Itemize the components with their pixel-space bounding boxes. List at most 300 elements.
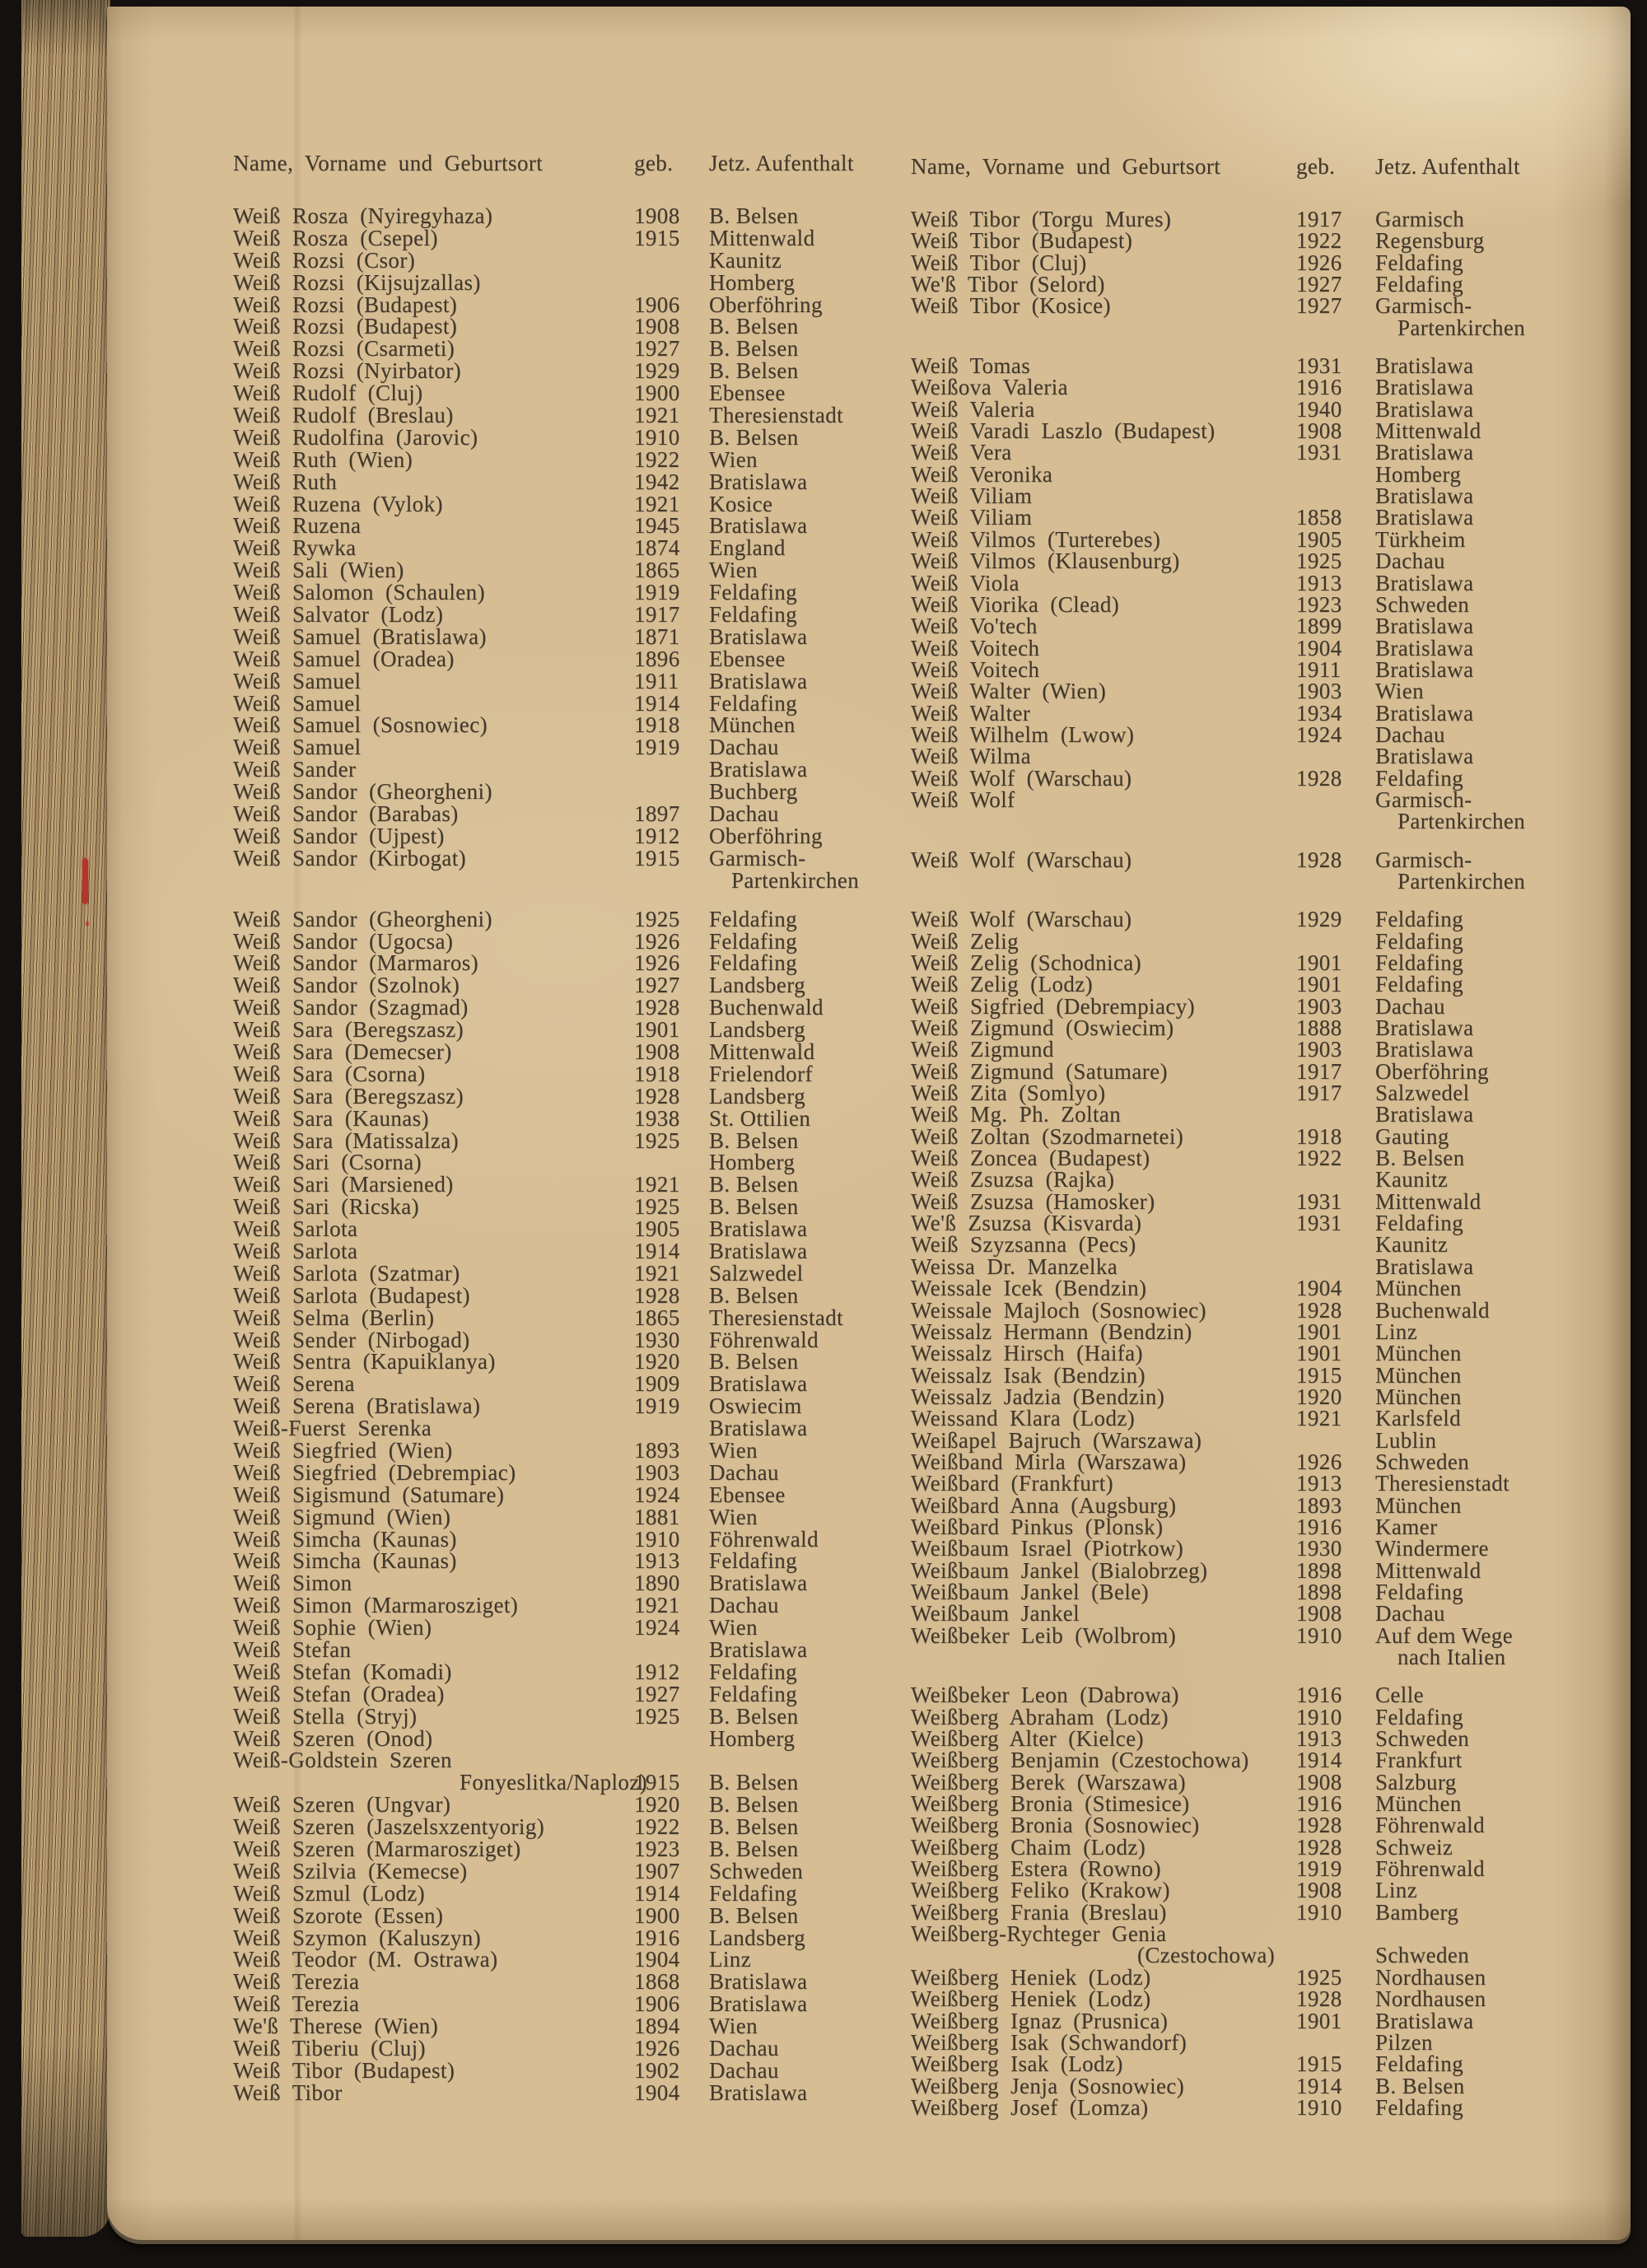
entry-birth-year: 1929	[1296, 907, 1342, 932]
entry-residence: nach Italien	[1397, 1645, 1506, 1669]
entry-name: Weiß Siegfried (Debrempiac)	[233, 1459, 516, 1485]
entry-birth-year: 1874	[634, 535, 680, 561]
table-row	[233, 1350, 900, 1372]
entry-residence: Bratislawa	[1375, 744, 1474, 769]
entry-birth-year: 1916	[1296, 375, 1342, 400]
entry-name: Weiß Viliam	[911, 505, 1033, 530]
entry-birth-year: 1899	[1296, 614, 1342, 639]
entry-name: Weißberg Isak (Lodz)	[911, 2051, 1123, 2077]
entry-birth-year: 1917	[634, 602, 680, 628]
entry-residence: Bratislawa	[1375, 440, 1474, 465]
table-row	[233, 779, 900, 805]
table-row	[911, 1536, 1603, 1561]
entry-residence: England	[709, 535, 786, 561]
entry-residence: Bratislawa	[709, 469, 808, 494]
entry-birth-year: 1925	[634, 1127, 680, 1153]
entry-residence: Feldafing	[709, 906, 798, 931]
table-row	[233, 1017, 900, 1043]
table-row	[911, 1362, 1603, 1388]
entry-residence: Feldafing	[1375, 250, 1464, 275]
table-row	[233, 712, 900, 738]
entry-name: Weiß Viorika (Clead)	[911, 591, 1120, 617]
entry-residence: B. Belsen	[709, 1770, 799, 1795]
entry-name: Weiß Tibor (Torgu Mures)	[911, 207, 1172, 231]
entry-birth-year: 1903	[634, 1459, 680, 1485]
entry-residence: Bratislawa	[709, 1371, 808, 1397]
entry-residence: München	[1375, 1362, 1462, 1388]
entry-birth-year: 1913	[1296, 1726, 1342, 1752]
entry-birth-year: 1931	[1296, 353, 1342, 379]
table-row	[233, 492, 900, 515]
table-row	[911, 1964, 1603, 1990]
table-row	[911, 951, 1603, 973]
entry-birth-year: 1922	[634, 446, 680, 472]
entry-name: Weiß Walter (Wien)	[911, 679, 1107, 704]
entry-residence: B. Belsen	[1375, 1146, 1465, 1171]
entry-name: Weiß Zigmund (Oswiecim)	[911, 1015, 1174, 1041]
entry-name: Weiß Zoltan (Szodmarnetei)	[911, 1123, 1184, 1149]
table-row	[911, 1748, 1603, 1773]
entry-residence: Karlsfeld	[1375, 1406, 1462, 1431]
entry-birth-year: 1931	[1296, 440, 1342, 465]
table-row	[911, 505, 1603, 530]
table-row	[233, 2037, 900, 2059]
entry-residence: Linz	[709, 1947, 752, 1972]
entry-residence: Bratislawa	[709, 757, 808, 782]
entry-birth-year: 1918	[1296, 1123, 1342, 1149]
entry-birth-year: 1913	[1296, 1471, 1342, 1496]
table-row	[233, 1483, 900, 1505]
entry-residence: Oberföhring	[1375, 1058, 1489, 1084]
entry-residence: Bratislawa	[1375, 1037, 1474, 1062]
entry-residence: Oberföhring	[709, 292, 823, 317]
entry-name: Weiß Vera	[911, 440, 1012, 465]
entry-name: Weiß Sarlota (Szatmar)	[233, 1260, 460, 1286]
table-row	[233, 847, 900, 869]
table-row	[233, 1216, 900, 1242]
entry-list	[233, 204, 900, 2103]
table-row	[911, 1899, 1603, 1925]
entry-name: Weiß-Fuerst Serenka	[233, 1416, 432, 1441]
table-row	[233, 996, 900, 1018]
entry-residence: Homberg	[709, 269, 796, 295]
column-left	[233, 152, 900, 2103]
entry-birth-year: 1921	[634, 491, 680, 516]
entry-birth-year: 1920	[1296, 1384, 1342, 1409]
entry-residence: Homberg	[709, 1150, 796, 1175]
entry-birth-year: 1925	[1296, 548, 1342, 574]
table-row	[233, 1439, 900, 1461]
entry-name: Weissalz Isak (Bendzin)	[911, 1362, 1145, 1388]
table-row	[911, 1726, 1603, 1752]
entry-residence: B. Belsen	[709, 424, 799, 450]
table-row	[233, 426, 900, 448]
entry-birth-year: 1924	[1296, 721, 1342, 747]
entry-name: Weißberg Heniek (Lodz)	[911, 1964, 1151, 1990]
entry-residence: Kaunitz	[1375, 1232, 1449, 1258]
entry-birth-year: 1925	[634, 906, 680, 931]
entry-name: Weißberg Chaim (Lodz)	[911, 1834, 1146, 1860]
entry-residence: Dachau	[1375, 721, 1445, 747]
entry-birth-year: 1898	[1296, 1557, 1342, 1583]
table-row	[233, 513, 900, 539]
entry-name: Weissale Icek (Bendzin)	[911, 1276, 1147, 1301]
entry-name: Weiß Tibor	[233, 2079, 343, 2105]
entry-birth-year: 1925	[634, 1194, 680, 1220]
entry-residence: Garmisch-	[1375, 847, 1472, 872]
entry-residence: Feldafing	[1375, 2094, 1464, 2120]
table-row	[911, 868, 1603, 894]
table-row	[911, 548, 1603, 574]
entry-name: Weiß Rozsi (Nyirbator)	[233, 358, 462, 384]
entry-residence: B. Belsen	[709, 1127, 799, 1153]
table-row	[233, 1991, 900, 2017]
entry-birth-year: 1901	[1296, 1341, 1342, 1366]
entry-birth-year: 1931	[1296, 1188, 1342, 1214]
entry-name: Weißbaum Jankel (Bialobrzeg)	[911, 1557, 1208, 1583]
entry-name: Weissalz Hermann (Bendzin)	[911, 1318, 1192, 1344]
entry-name: Weiß Rosza (Nyiregyhaza)	[233, 203, 493, 228]
entry-name: Weiß Varadi Laszlo (Budapest)	[911, 418, 1215, 444]
entry-name: Weiß Sarlota	[233, 1216, 358, 1242]
entry-name: Weiß Szyzsanna (Pecs)	[911, 1232, 1136, 1258]
column-right	[911, 154, 1603, 2120]
entry-birth-year: 1915	[634, 225, 680, 250]
entry-birth-year: 1924	[634, 1615, 680, 1640]
table-row	[911, 293, 1603, 319]
entry-residence: Oberföhring	[709, 823, 823, 848]
entry-birth-year: 1915	[1296, 2051, 1342, 2077]
table-row	[233, 336, 900, 362]
table-row	[233, 824, 900, 847]
entry-name: Weiß Viola	[911, 570, 1019, 595]
entry-residence: Mittenwald	[1375, 1188, 1481, 1214]
table-row	[911, 1406, 1603, 1431]
entry-residence: Bamberg	[1375, 1899, 1459, 1925]
table-row	[911, 2051, 1603, 2077]
table-row	[911, 272, 1603, 297]
entry-birth-year: 1921	[634, 1593, 680, 1618]
entry-name: Weiß Rosza (Csepel)	[233, 225, 438, 250]
entry-name: Weiß Sara (Csorna)	[233, 1061, 426, 1086]
table-row	[911, 1427, 1603, 1453]
entry-residence: Kamer	[1375, 1514, 1438, 1539]
entry-residence: Bratislawa	[1375, 635, 1474, 660]
table-row	[911, 788, 1603, 810]
entry-residence: Nordhausen	[1375, 1986, 1486, 2012]
entry-residence: Nordhausen	[1375, 1964, 1486, 1990]
table-row	[911, 1645, 1603, 1667]
entry-birth-year: 1919	[1296, 1856, 1342, 1882]
entry-residence: Pilzen	[1375, 2029, 1433, 2055]
table-row	[911, 972, 1603, 997]
entry-name: Weiß Szorote (Essen)	[233, 1902, 444, 1928]
table-row	[233, 1393, 900, 1419]
entry-birth-year: 1901	[1296, 950, 1342, 975]
red-ink-dot	[86, 921, 89, 926]
entry-residence: Bratislawa	[709, 513, 808, 539]
table-row	[911, 1015, 1603, 1041]
entry-residence: Kaunitz	[709, 247, 782, 273]
entry-name: Weiß Simcha (Kaunas)	[233, 1548, 457, 1574]
entry-name: Weiß Zoncea (Budapest)	[911, 1146, 1150, 1171]
table-row	[233, 692, 900, 714]
table-row	[233, 1150, 900, 1173]
entry-birth-year: 1911	[1296, 656, 1341, 682]
table-row	[911, 656, 1603, 682]
entry-residence: Schweden	[1375, 1726, 1470, 1752]
table-row	[233, 2014, 900, 2037]
table-row	[233, 1062, 900, 1085]
entry-residence: Schweden	[1375, 1943, 1470, 1968]
table-row	[233, 1948, 900, 1970]
table-row	[911, 375, 1603, 400]
entry-birth-year: 1930	[634, 1327, 680, 1352]
entry-birth-year: 1928	[1296, 1297, 1342, 1323]
entry-residence: München	[709, 712, 796, 738]
entry-birth-year: 1913	[1296, 570, 1342, 595]
entry-residence: Partenkirchen	[1397, 315, 1526, 340]
entry-birth-year: 1903	[1296, 679, 1342, 704]
entry-residence: Feldafing	[709, 1880, 798, 1906]
entry-name: Weißbard Anna (Augsburg)	[911, 1492, 1177, 1518]
entry-residence: Feldafing	[709, 580, 798, 605]
table-row	[911, 1037, 1603, 1062]
entry-residence: Kaunitz	[1375, 1167, 1449, 1192]
entry-residence: Schweden	[1375, 1449, 1470, 1474]
entry-name: Weiß Rudolf (Breslau)	[233, 403, 454, 428]
entry-birth-year: 1916	[634, 1925, 680, 1950]
entry-name: Weiß Samuel	[233, 735, 362, 760]
entry-residence: Landsberg	[709, 973, 806, 998]
entry-birth-year: 1916	[1296, 1682, 1342, 1708]
entry-birth-year: 1912	[634, 823, 680, 848]
entry-name: Weißberg Feliko (Krakow)	[911, 1878, 1170, 1903]
entry-birth-year: 1871	[634, 623, 680, 649]
entry-name: Weiß Tibor (Cluj)	[911, 250, 1087, 275]
table-row	[233, 1860, 900, 1882]
entry-residence: Föhrenwald	[1375, 1813, 1485, 1838]
entry-name: Weiß Ruth	[233, 469, 338, 494]
entry-name: Weiß Voitech	[911, 656, 1040, 682]
table-row	[233, 1792, 900, 1818]
entry-name: Weißbaum Jankel	[911, 1601, 1080, 1626]
entry-birth-year: 1934	[1296, 700, 1342, 726]
table-row	[233, 801, 900, 827]
table-row	[911, 809, 1603, 834]
table-row	[911, 1102, 1603, 1127]
entry-residence: Bratislawa	[709, 1991, 808, 2017]
entry-residence: Feldafing	[1375, 1211, 1464, 1236]
entry-birth-year: 1905	[1296, 526, 1342, 552]
entry-name: Weiß Rozsi (Csarmeti)	[233, 336, 455, 362]
entry-name: Weiß Salomon (Schaulen)	[233, 580, 485, 605]
entry-birth-year: 1906	[634, 292, 680, 317]
entry-residence: Homberg	[1375, 461, 1462, 487]
entry-residence: Feldafing	[1375, 950, 1464, 975]
entry-residence: Schweden	[709, 1858, 804, 1883]
table-row	[233, 1239, 900, 1262]
entry-residence: Buchenwald	[1375, 1297, 1490, 1323]
entry-residence: B. Belsen	[709, 203, 799, 228]
table-row	[911, 440, 1603, 465]
entry-name: Weiß Wolf (Warschau)	[911, 907, 1132, 932]
entry-name: Weiß Rozsi (Csor)	[233, 247, 416, 273]
entry-name: Weiß Wolf (Warschau)	[911, 765, 1132, 791]
entry-residence: Bratislawa	[709, 1637, 808, 1662]
entry-name: Weiß Ruzena (Vylok)	[233, 491, 443, 516]
entry-name: Weiß Mg. Ph. Zoltan	[911, 1102, 1122, 1127]
entry-name: Weiß Tibor (Kosice)	[911, 293, 1111, 319]
entry-birth-year: 1904	[1296, 635, 1342, 660]
entry-name: Weiß Zsuzsa (Hamosker)	[911, 1188, 1155, 1214]
entry-residence: Föhrenwald	[709, 1327, 819, 1352]
entry-residence: Feldafing	[1375, 2051, 1464, 2077]
entry-birth-year: 1890	[634, 1570, 680, 1596]
table-row	[911, 614, 1603, 639]
entry-residence: Dachau	[709, 735, 779, 760]
entry-name: Weiß Tibor (Budapest)	[233, 2057, 455, 2083]
entry-birth-year: 1913	[634, 1548, 680, 1574]
table-row	[233, 1771, 900, 1793]
table-row	[233, 535, 900, 561]
entry-birth-year: 1918	[634, 712, 680, 738]
table-row	[233, 1194, 900, 1220]
entry-birth-year: 1927	[1296, 293, 1342, 319]
entry-birth-year: 1910	[1296, 1899, 1342, 1925]
table-row	[911, 1921, 1603, 1947]
entry-residence: Linz	[1375, 1318, 1418, 1344]
entry-birth-year: 1896	[634, 646, 680, 671]
entry-birth-year: 1920	[634, 1792, 680, 1818]
table-row	[911, 461, 1603, 487]
table-row	[911, 1058, 1603, 1084]
entry-birth-year: 1917	[1296, 1058, 1342, 1084]
header-residence: Jetz. Aufenthalt	[709, 151, 854, 175]
entry-birth-year: 1927	[634, 1681, 680, 1706]
table-row	[911, 1253, 1603, 1279]
entry-residence: Partenkirchen	[731, 867, 860, 893]
entry-name: Weiß Szmul (Lodz)	[233, 1880, 426, 1906]
entry-name: Weiß Stella (Stryj)	[233, 1703, 418, 1729]
table-row	[233, 891, 900, 908]
entry-name: Weißapel Bajruch (Warszawa)	[911, 1427, 1202, 1453]
entry-residence: Mittenwald	[1375, 418, 1481, 444]
table-row	[233, 2059, 900, 2081]
entry-birth-year: 1908	[634, 314, 680, 339]
entry-name: Weiß Zelig (Lodz)	[911, 972, 1094, 997]
entry-residence: Bratislawa	[709, 1216, 808, 1242]
table-row	[911, 1297, 1603, 1323]
table-row	[233, 1284, 900, 1306]
entry-birth-year: 1868	[634, 1969, 680, 1995]
entry-name: Weissalz Jadzia (Bendzin)	[911, 1384, 1165, 1409]
entry-residence: Schweden	[1375, 591, 1470, 617]
entry-residence: Bratislawa	[1375, 2008, 1474, 2033]
entry-birth-year: 1942	[634, 469, 680, 494]
table-row	[233, 625, 900, 647]
entry-residence: Garmisch	[1375, 207, 1465, 231]
entry-residence: München	[1375, 1276, 1462, 1301]
table-row	[233, 930, 900, 952]
entry-name: Weiß-Goldstein Szeren	[233, 1748, 452, 1773]
table-row	[233, 1328, 900, 1351]
table-row	[233, 1173, 900, 1195]
entry-birth-year: 1926	[634, 928, 680, 954]
entry-birth-year: 1928	[1296, 765, 1342, 791]
table-row	[911, 1834, 1603, 1860]
entry-birth-year: 1925	[634, 1703, 680, 1729]
entry-birth-year: 1917	[1296, 1080, 1342, 1106]
entry-name: Weiß Zigmund	[911, 1037, 1054, 1062]
table-row	[911, 1601, 1603, 1626]
table-row	[911, 208, 1603, 229]
entry-birth-year: 1922	[634, 1814, 680, 1840]
entry-birth-year: 1921	[634, 1260, 680, 1286]
entry-residence: Partenkirchen	[1397, 809, 1526, 834]
entry-name: Weiß Tiberiu (Cluj)	[233, 2036, 426, 2061]
table-row	[911, 1667, 1603, 1683]
entry-residence: Bratislawa	[709, 2079, 808, 2105]
entry-birth-year: 1909	[634, 1371, 680, 1397]
entry-residence: Schweiz	[1375, 1834, 1453, 1860]
entry-birth-year: 1928	[634, 1083, 680, 1108]
entry-birth-year: 1908	[1296, 418, 1342, 444]
entry-name: Weissalz Hirsch (Haifa)	[911, 1341, 1143, 1366]
entry-birth-year: 1928	[1296, 847, 1342, 872]
entry-birth-year: 1928	[634, 1282, 680, 1308]
table-row	[233, 204, 900, 226]
entry-name: (Czestochowa)	[1137, 1943, 1276, 1968]
entry-residence: Buchberg	[709, 779, 798, 805]
entry-residence: München	[1375, 1492, 1462, 1518]
entry-residence: Bratislawa	[1375, 1102, 1474, 1127]
entry-name: Weiß Rozsi (Budapest)	[233, 292, 458, 317]
entry-residence: Linz	[1375, 1878, 1418, 1903]
table-row	[911, 1385, 1603, 1407]
entry-name: Weiß Samuel	[233, 690, 362, 716]
entry-birth-year: 1925	[1296, 1964, 1342, 1990]
entry-name: Weiß Sara (Matissalza)	[233, 1127, 460, 1153]
entry-birth-year: 1926	[634, 950, 680, 976]
entry-name: Weiß Szeren (Jaszelsxzentyorig)	[233, 1814, 545, 1840]
entry-residence: Gauting	[1375, 1123, 1449, 1149]
entry-name: We'ß Zsuzsa (Kisvarda)	[911, 1211, 1142, 1236]
entry-name: Weiß Siegfried (Wien)	[233, 1437, 453, 1463]
entry-name: Weiß Sari (Marsiened)	[233, 1172, 454, 1197]
entry-residence: Salzwedel	[1375, 1080, 1470, 1106]
entry-residence: Bratislawa	[1375, 1015, 1474, 1041]
entry-residence: Garmisch-	[709, 845, 806, 870]
entry-birth-year: 1907	[634, 1858, 680, 1883]
entry-name: Weissale Majloch (Sosnowiec)	[911, 1297, 1206, 1323]
entry-birth-year: 1865	[634, 1304, 680, 1330]
entry-residence: Feldafing	[1375, 907, 1464, 932]
entry-residence: Dachau	[709, 801, 779, 827]
entry-birth-year: 1905	[634, 1216, 680, 1242]
table-row	[911, 2094, 1603, 2120]
entry-name: Weiß Stefan	[233, 1637, 352, 1662]
entry-residence: Feldafing	[1375, 1704, 1464, 1729]
entry-name: Fonyeslitka/Naploz)	[460, 1770, 648, 1795]
table-row	[911, 2029, 1603, 2055]
table-row	[233, 1882, 900, 1904]
entry-name: Weiß Wilma	[911, 744, 1031, 769]
entry-residence: Dachau	[1375, 548, 1445, 574]
entry-residence: B. Belsen	[709, 1902, 799, 1928]
entry-name: Weiß Samuel (Oradea)	[233, 646, 455, 671]
entry-birth-year: 1888	[1296, 1015, 1342, 1041]
